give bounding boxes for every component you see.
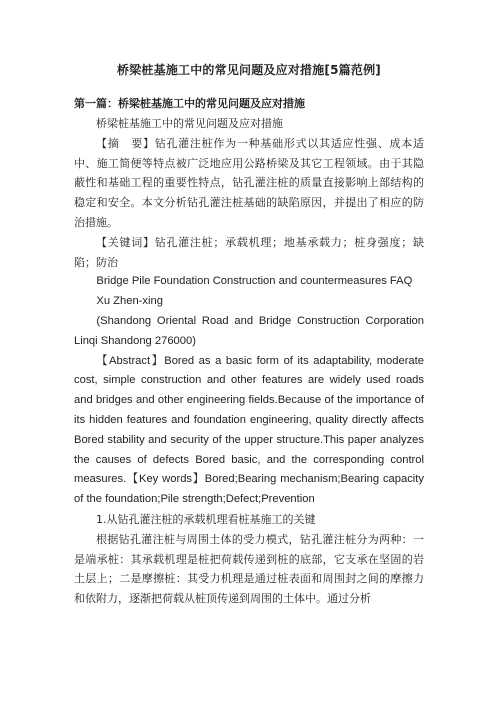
keywords-cn: 【关键词】钻孔灌注桩；承载机理；地基承载力；桩身强度；缺陷；防治 (74, 235, 424, 269)
section-heading: 第一篇：桥梁桩基施工中的常见问题及应对措施 (74, 97, 305, 110)
document-title: 桥梁桩基施工中的常见问题及应对措施[5篇范例] (117, 63, 381, 77)
abstract-en: 【Abstract】Bored as a basic form of its adaptability, moderate cost, simple construction and other features are widely used roads and bridges and other engineering fields.Because of the importance of its hidden features and foundation engineering, quality directly affects Bored stability and security of the upper structure.This paper analyzes the causes of defects Bored basic, and the corresponding control measures.【Key words】Bored;Bearing mechanism;Bearing capacity of the foundation;Pile strength;Defect;Prevention (74, 354, 424, 506)
abstract-cn: 【摘 要】钻孔灌注桩作为一种基础形式以其适应性强、成本适中、施工简便等特点被广泛地应用公路桥梁及其它工程领域。由于其隐蔽性和基础工程的重要性特点，钻孔灌注桩的质量直接影响上部结构的稳定和安全。本文分析钻孔灌注桩基础的缺陷原因，并提出了相应的防治措施。 (74, 136, 424, 229)
subtitle: 桥梁桩基施工中的常见问题及应对措施 (96, 117, 283, 130)
english-affiliation: (Shandong Oriental Road and Bridge Construction Corporation Linqi Shandong 276000) (74, 314, 424, 347)
english-author: Xu Zhen-xing (96, 295, 163, 308)
point1-body: 根据钻孔灌注桩与周围土体的受力模式，钻孔灌注桩分为两种：一是端承桩：其承载机理是桩把荷载传递到桩的底部，它支承在坚固的岩土层上；二是摩擦桩：其受力机理是通过桩表面和周围封之间的摩擦力和依附力，逐渐把荷载从桩顶传递到周围的土体中。通过分析 (74, 532, 424, 606)
point1-heading: 1.从钻孔灌注桩的承载机理看桩基施工的关键 (96, 512, 316, 526)
english-title: Bridge Pile Foundation Construction and countermeasures FAQ (96, 275, 413, 288)
